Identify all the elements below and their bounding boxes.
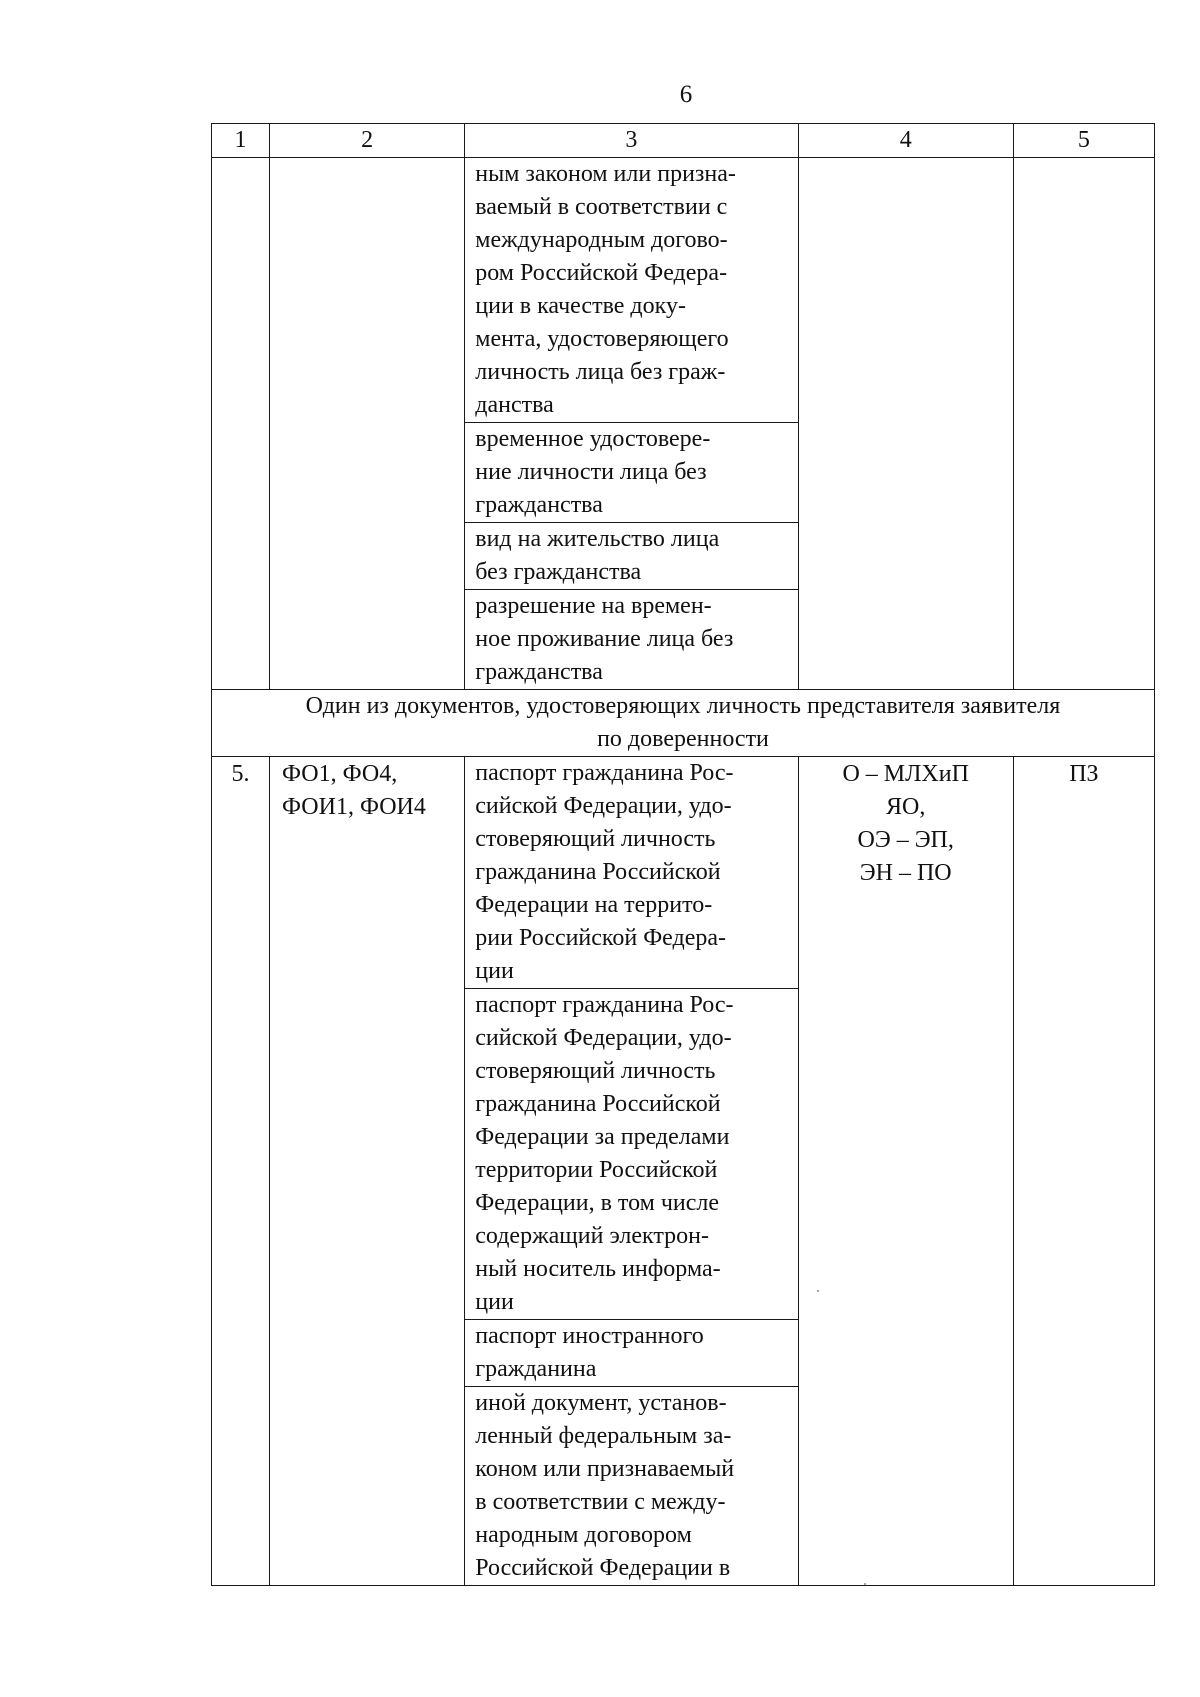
document-cell [465,158,798,423]
item-number: 5. [212,757,270,1586]
document-cell [465,423,798,523]
section-heading-text: Один из документов, удостоверяющих личность представителя заявителя по доверенности [305,693,1061,752]
section-heading-row [212,690,1155,757]
submission-forms [798,757,1013,1586]
column-header-2: 2 [270,124,465,158]
document-name: разрешение на времен- ное проживание лица без гражданства [475,593,734,685]
column-header-4: 4 [798,124,1013,158]
document-name: временное удостовере- ние личности лица без гражданства [475,426,711,518]
page-number: 6 [679,81,693,108]
document-code: ПЗ [1013,757,1154,1586]
document-cell [465,1387,798,1586]
section-heading [212,690,1155,757]
document-cell [465,590,798,690]
column-header-1: 1 [212,124,270,158]
empty-codes-cell [270,158,465,690]
empty-forms-cell [798,158,1013,690]
column-number-row [212,124,1155,158]
submission-forms-text: О – МЛХиП ЯО, ОЭ – ЭП, ЭН – ПО [842,761,969,886]
column-header-5: 5 [1013,124,1154,158]
table-row [212,158,1155,423]
column-header-3: 3 [465,124,798,158]
scan-speck [817,1290,819,1292]
document-cell [465,1320,798,1387]
document-cell [465,757,798,989]
empty-number-cell [212,158,270,690]
document-name: паспорт гражданина Рос- сийской Федерации, удо- стоверяющий личность гражданина Российской Федерации за пределами территории Российской Федерации, в том числе содержащий электрон- ный носитель информа- ции [475,992,734,1315]
empty-code-cell [1013,158,1154,690]
scan-speck [864,1583,866,1585]
document-name: ным законом или призна- ваемый в соответствии с международным догово- ром Российской Федера- ции в качестве доку- мента, удостоверяющего личность лица без граж- данства [475,161,736,418]
table-row [212,757,1155,989]
applicant-codes [270,757,465,1586]
document-cell [465,989,798,1320]
requirements-table [211,123,1155,1586]
applicant-codes-text: ФО1, ФО4, ФОИ1, ФОИ4 [282,761,426,820]
document-cell [465,523,798,590]
document-name: вид на жительство лица без гражданства [475,526,720,585]
document-name: паспорт гражданина Рос- сийской Федерации, удо- стоверяющий личность гражданина Российской Федерации на террито- рии Российской Федера- ции [475,760,734,984]
document-name: иной документ, установ- ленный федеральным за- коном или признаваемый в соответствии с между- народным договором Российской Федерации в [475,1390,735,1581]
document-name: паспорт иностранного гражданина [475,1323,704,1382]
